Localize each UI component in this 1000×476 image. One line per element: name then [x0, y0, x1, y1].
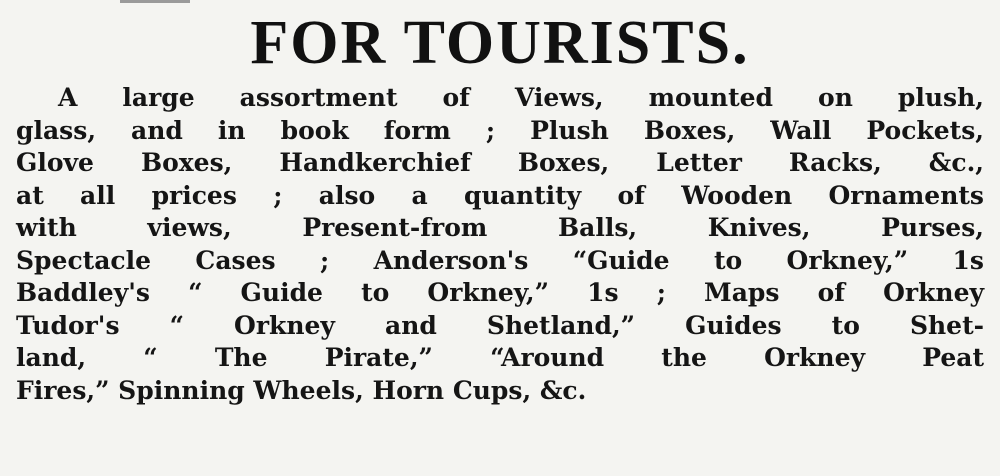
- advert-line: Tudor's “ Orkney and Shetland,” Guides to Shet-: [16, 310, 984, 340]
- advert-line: at all prices ; also a quantity of Wooden Ornaments: [16, 180, 984, 210]
- advert-title: FOR TOURISTS.: [250, 9, 750, 77]
- top-rule: [120, 0, 190, 3]
- advert-line: with views, Present-from Balls, Knives, Purses,: [16, 213, 984, 242]
- advert-line: glass, and in book form ; Plush Boxes, Wall Pockets,: [16, 115, 984, 145]
- advert-line: land, “ The Pirate,” “Around the Orkney Peat: [16, 343, 984, 372]
- advert-line: Spectacle Cases ; Anderson's “Guide to Orkney,” 1s: [16, 245, 984, 275]
- advert-line: Baddley's “ Guide to Orkney,” 1s ; Maps of Orkney: [16, 278, 984, 307]
- advert-line: A large assortment of Views, mounted on plush,: [58, 83, 984, 112]
- advert-line: Fires,” Spinning Wheels, Horn Cups, &c.: [16, 375, 587, 405]
- advert-line: Glove Boxes, Handkerchief Boxes, Letter Racks, &c.,: [16, 148, 984, 177]
- advert-body: [16, 82, 984, 407]
